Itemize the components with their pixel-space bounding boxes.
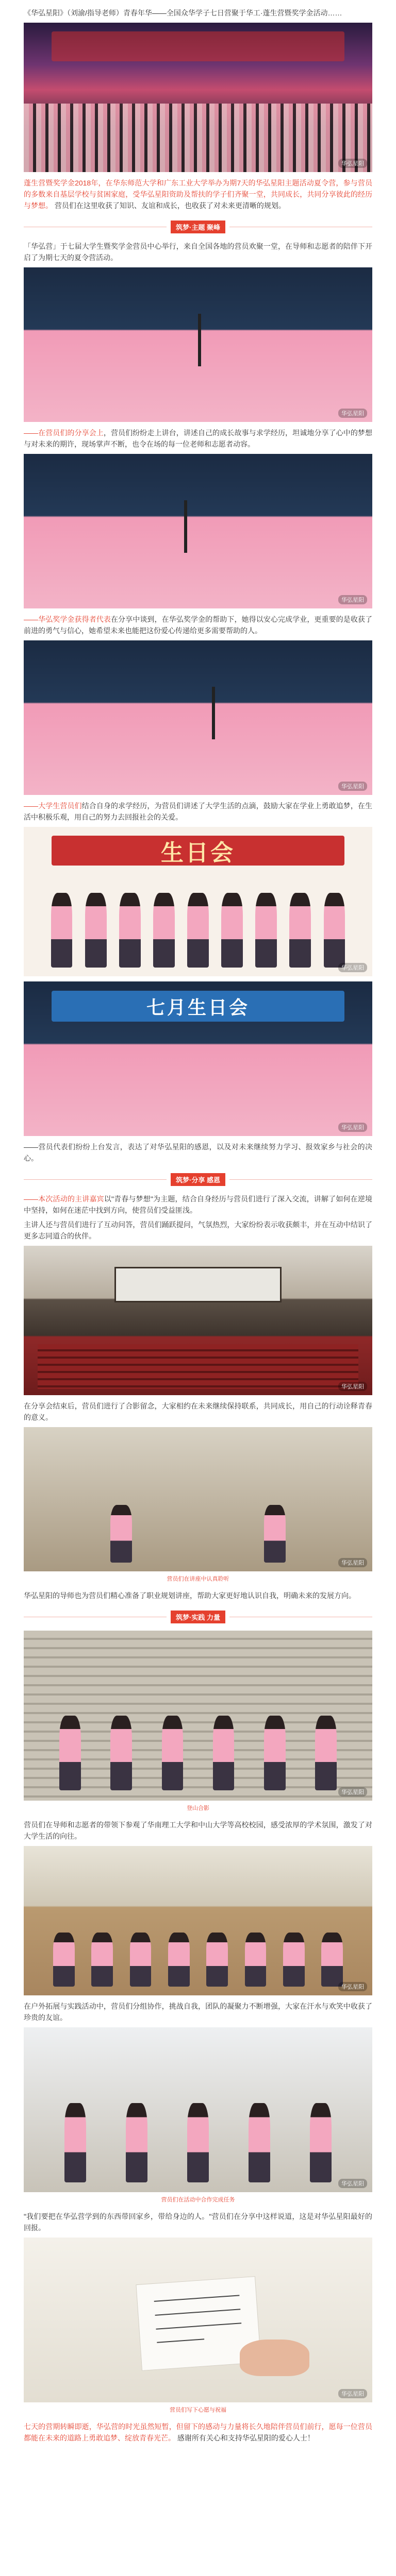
section3-caption-3: 营员们写下心愿与祝福 — [170, 2407, 226, 2413]
projection-screen — [114, 1267, 282, 1303]
celebration-banner: 七月生日会 — [52, 991, 344, 1022]
section-heading-1 — [24, 221, 372, 233]
birthday-banner: 生日会 — [52, 836, 344, 866]
closing-paragraph: 七天的营期转瞬即逝，华弘营的时光虽然短暂，但留下的感动与力量将长久地陪伴营员们前行，愿每一位营员都能在未来的道路上勇敢追梦、绽放青春光芒。 感谢所有关心和支持华弘星阳的爱心人士！ — [24, 2422, 372, 2442]
campus-visit-photo: 华弘星阳 — [24, 1846, 372, 1995]
opening-ceremony-photo — [24, 23, 372, 172]
section-heading-3 — [24, 1611, 372, 1623]
intro-lead: 《华弘星阳》（刘渝/指导老师）青春年华——全国众华学子七日营聚于华工·蓬生营暨奖学金活动…… — [24, 9, 342, 17]
lecture-photo-2: 华弘星阳 — [24, 1427, 372, 1571]
section3-p1: 营员们在导师和志愿者的带领下参观了华南理工大学和中山大学等高校校园，感受浓厚的学术氛围，激发了对大学生活的向往。 — [24, 1821, 372, 1840]
section-tag: 筑梦·分享 感恩 — [171, 1173, 225, 1186]
section2-p3: 在分享会结束后，营员们进行了合影留念，大家相约在未来继续保持联系，共同成长，用自己的行动诠释青春的意义。 — [24, 1402, 372, 1421]
speaker-photo-2: 华弘星阳 — [24, 454, 372, 608]
microphone-icon — [198, 314, 201, 366]
intro-tail: 营员们在这里收获了知识、友谊和成长，也收获了对未来更清晰的规划。 — [54, 201, 286, 210]
intro-paragraph — [24, 177, 372, 211]
section3-caption-2: 营员们在活动中合作完成任务 — [161, 2197, 235, 2203]
section-heading-2 — [24, 1173, 372, 1186]
section2-p2: 主讲人还与营员们进行了互动问答，营员们踊跃提问，气氛热烈，大家纷纷表示收获颇丰，并在互动中结识了更多志同道合的伙伴。 — [24, 1221, 372, 1240]
stage-banner — [52, 31, 344, 61]
section-tag: 筑梦·主题 聚峰 — [171, 221, 225, 233]
lecture-hall-photo: 华弘星阳 — [24, 1246, 372, 1395]
wish-writing-photo: 华弘星阳 — [24, 2238, 372, 2402]
section1-p5: ——营员代表们纷纷上台发言，表达了对华弘星阳的感恩，以及对未来继续努力学习、报效家乡与社会的决心。 — [24, 1143, 372, 1162]
hand-writing — [240, 2340, 309, 2376]
photo-watermark: 华弘星阳 — [338, 159, 367, 168]
section2-p4: 华弘星阳的导师也为营员们精心准备了职业规划讲座，帮助大家更好地认识自我，明确未来的发展方向。 — [24, 1591, 356, 1600]
section3-p2: 在户外拓展与实践活动中，营员们分组协作，挑战自我，团队的凝聚力不断增强，大家在汗水与欢笑中收获了珍贵的友谊。 — [24, 2002, 372, 2022]
section3-p3: "我们要把在华弘营学到的东西带回家乡，带给身边的人。"营员们在分享中这样说道，这是对华弘星阳最好的回报。 — [24, 2212, 372, 2232]
section3-caption-1: 登山合影 — [187, 1805, 209, 1811]
section1-p2: ——在营员们的分享会上，营员们纷纷走上讲台，讲述自己的成长故事与求学经历，坦诚地分享了心中的梦想与对未来的期许，现场掌声不断，也令在场的每一位老师和志愿者动容。 — [24, 429, 373, 448]
mountain-steps-photo: 华弘星阳 — [24, 1631, 372, 1801]
section2-p1: ——本次活动的主讲嘉宾以"青春与梦想"为主题，结合自身经历与营员们进行了深入交流，讲解了如何在逆境中坚持，如何在迷茫中找到方向，使营员们受益匪浅。 — [24, 1195, 373, 1214]
seat-rows — [38, 1344, 358, 1389]
section-tag: 筑梦·实践 力量 — [171, 1611, 225, 1623]
outdoor-activity-photo: 华弘星阳 — [24, 2027, 372, 2192]
audience-crowd — [24, 104, 372, 172]
section1-p3: ——华弘奖学金获得者代表在分享中谈到，在华弘奖学金的帮助下，她得以安心完成学业，更重要的是收获了前进的勇气与信心，她希望未来也能把这份爱心传递给更多需要帮助的人。 — [24, 615, 373, 635]
speaker-photo-1: 华弘星阳 — [24, 267, 372, 422]
intro-highlight: 蓬生营暨奖学金2018年，在华东师范大学和广东工业大学举办为期7天的华弘星阳主题活动夏令营，参与营员的多数来自基层学校与贫困家庭，受华弘星阳资助及帮扶的学子们齐聚一堂，共同成长，共同分享彼此的经历与梦想。 — [24, 179, 372, 210]
birthday-party-photo: 生日会 华弘星阳 — [24, 827, 372, 976]
speaker-photo-3: 华弘星阳 — [24, 640, 372, 795]
birthday-celebration-photo: 七月生日会 华弘星阳 — [24, 981, 372, 1136]
section1-p4: ——大学生营员们结合自身的求学经历，为营员们讲述了大学生活的点滴，鼓励大家在学业上勇敢追梦，在生活中积极乐观，用自己的努力去回报社会的关爱。 — [24, 802, 372, 821]
section2-caption: 营员们在讲座中认真聆听 — [167, 1576, 229, 1582]
section1-p1: 「华弘营」于七届大学生暨奖学金营员中心举行，来自全国各地的营员欢聚一堂，在导师和志愿者的陪伴下开启了为期七天的夏令营活动。 — [24, 242, 372, 262]
